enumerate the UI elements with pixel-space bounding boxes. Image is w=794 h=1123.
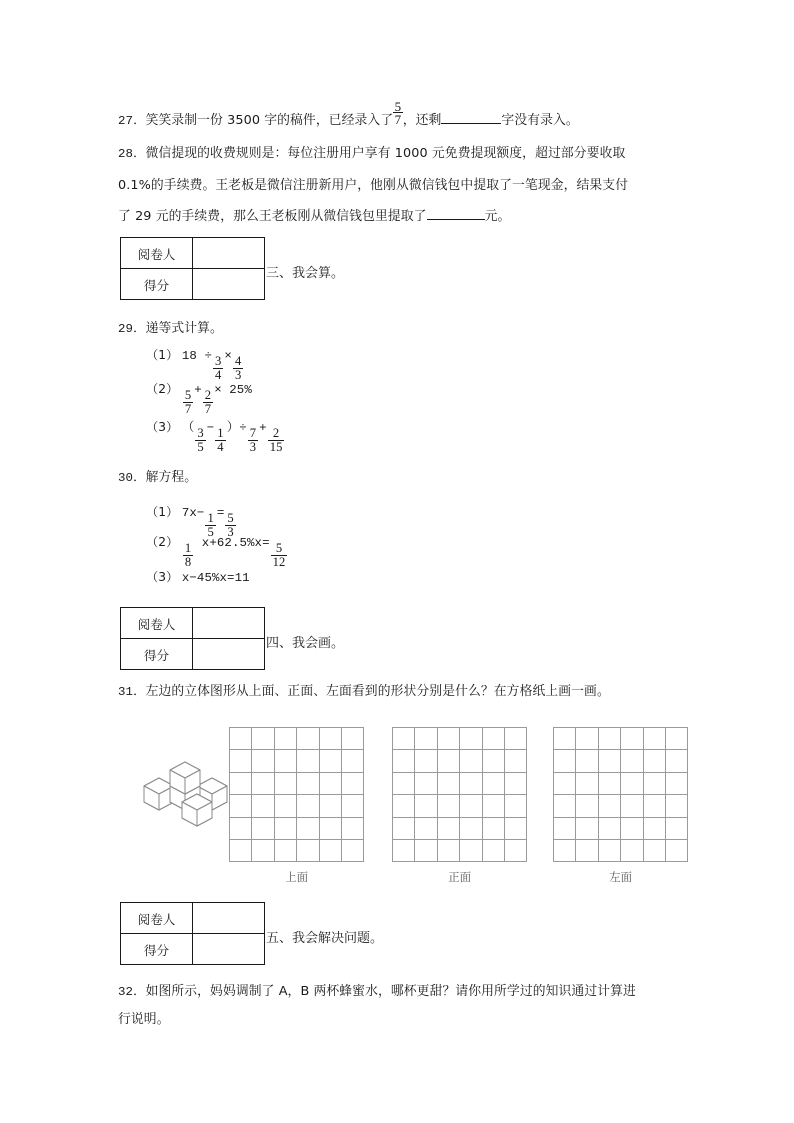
question-32-number: 32． — [118, 985, 146, 999]
grid-cell[interactable] — [230, 773, 252, 795]
grid-label-front: 正面 — [448, 870, 472, 885]
fraction: $\frac{1}{8}$ — [184, 540, 192, 570]
question-29-item-1 — [146, 348, 244, 383]
grid-cell[interactable] — [666, 750, 688, 772]
fraction-denominator: 7 — [394, 112, 402, 127]
grid-cell[interactable] — [644, 728, 666, 750]
table-row — [121, 934, 265, 965]
grid-cell[interactable] — [275, 773, 297, 795]
grid-cell[interactable] — [460, 795, 482, 817]
grid-cell[interactable] — [230, 728, 252, 750]
grid-cell[interactable] — [460, 773, 482, 795]
grid-cell[interactable] — [275, 818, 297, 840]
grid-cell[interactable] — [297, 750, 319, 772]
grid-cell[interactable] — [576, 728, 598, 750]
grid-cell[interactable] — [252, 773, 274, 795]
grid-cell[interactable] — [621, 818, 643, 840]
grid-cell[interactable] — [320, 818, 342, 840]
score-value-5[interactable] — [193, 934, 265, 965]
grid-cell[interactable] — [438, 750, 460, 772]
fraction: $\frac{5}{7}$ — [184, 387, 192, 417]
grid-cell[interactable] — [460, 750, 482, 772]
grid-front[interactable] — [392, 727, 527, 862]
grid-cell[interactable] — [252, 818, 274, 840]
grid-cell[interactable] — [342, 728, 364, 750]
grid-cell[interactable] — [483, 795, 505, 817]
question-28-number: 28． — [118, 147, 146, 161]
grid-cell[interactable] — [252, 750, 274, 772]
grid-cell[interactable] — [230, 840, 252, 862]
reviewer-value-5[interactable] — [193, 903, 265, 934]
grid-cell[interactable] — [599, 773, 621, 795]
question-29-number: 29． — [118, 322, 146, 336]
equation-30-1: 7x− $\frac{1}{5}$ = $\frac{5}{3}$ — [181, 506, 234, 540]
grid-cell[interactable] — [576, 840, 598, 862]
grid-cell[interactable] — [438, 773, 460, 795]
grid-cell[interactable] — [644, 750, 666, 772]
grid-cell[interactable] — [483, 728, 505, 750]
grid-cell[interactable] — [275, 795, 297, 817]
grid-cell[interactable] — [320, 773, 342, 795]
grid-cell[interactable] — [621, 728, 643, 750]
grid-cell[interactable] — [483, 750, 505, 772]
grid-cell[interactable] — [415, 728, 437, 750]
grid-cell[interactable] — [342, 773, 364, 795]
grid-cell[interactable] — [275, 840, 297, 862]
item-label: （1） — [146, 348, 179, 362]
item-label: （3） — [146, 420, 179, 434]
grid-cell[interactable] — [644, 818, 666, 840]
grid-cell[interactable] — [230, 750, 252, 772]
fraction: $\frac{2}{7}$ — [204, 387, 212, 417]
grid-cell[interactable] — [666, 728, 688, 750]
expression-29-3: （ $\frac{3}{5}$ − $\frac{1}{4}$ ）÷ $\frac{7}{3}$ + $\frac{2}{15}$ — [181, 421, 283, 455]
score-value-3[interactable] — [193, 269, 265, 300]
question-28-line-2: 0.1%的手续费。王老板是微信注册新用户，他刚从微信钱包中提取了一笔现金，结果支付 — [118, 178, 629, 193]
grid-cell[interactable] — [393, 750, 415, 772]
grid-cell[interactable] — [275, 728, 297, 750]
fraction: $\frac{1}{4}$ — [217, 425, 224, 455]
grid-cell[interactable] — [599, 840, 621, 862]
grid-cell[interactable] — [275, 750, 297, 772]
question-29-item-3 — [146, 420, 285, 455]
grid-cell[interactable] — [576, 773, 598, 795]
question-30-number: 30． — [118, 471, 146, 485]
reviewer-label-3: 阅卷人 — [121, 238, 193, 269]
grid-cell[interactable] — [320, 728, 342, 750]
grid-cell[interactable] — [320, 840, 342, 862]
grid-cell[interactable] — [230, 818, 252, 840]
grid-cell[interactable] — [320, 750, 342, 772]
grid-cell[interactable] — [460, 728, 482, 750]
fraction: $\frac{5}{3}$ — [227, 510, 234, 540]
question-31-number: 31． — [118, 685, 146, 699]
grid-cell[interactable] — [599, 728, 621, 750]
grid-cell[interactable] — [230, 795, 252, 817]
table-row — [121, 269, 265, 300]
grid-cell[interactable] — [505, 840, 527, 862]
grid-cell[interactable] — [342, 818, 364, 840]
grid-cell[interactable] — [438, 795, 460, 817]
grid-cell[interactable] — [415, 840, 437, 862]
fraction: $\frac{5}{12}$ — [272, 540, 286, 570]
grid-cell[interactable] — [554, 818, 576, 840]
grid-cell[interactable] — [438, 818, 460, 840]
grid-cell[interactable] — [297, 795, 319, 817]
grid-label-top: 上面 — [285, 870, 309, 885]
item-label: （1） — [146, 505, 179, 519]
grid-cell[interactable] — [342, 795, 364, 817]
grid-cell[interactable] — [666, 818, 688, 840]
grid-cell[interactable] — [483, 773, 505, 795]
grid-cell[interactable] — [460, 840, 482, 862]
question-27-text-mid: ，还剩 — [402, 113, 442, 128]
grid-cell[interactable] — [505, 750, 527, 772]
answer-blank-27[interactable] — [441, 112, 501, 124]
grid-cell[interactable] — [666, 795, 688, 817]
grid-cell[interactable] — [297, 840, 319, 862]
grid-cell[interactable] — [393, 728, 415, 750]
grid-cell[interactable] — [599, 818, 621, 840]
grid-cell[interactable] — [554, 728, 576, 750]
grid-paper-front-view — [392, 727, 527, 885]
reviewer-value-3[interactable] — [193, 238, 265, 269]
grid-cell[interactable] — [252, 728, 274, 750]
score-table-section-5 — [120, 902, 265, 965]
cube-solid-svg — [140, 745, 240, 835]
grid-cell[interactable] — [342, 840, 364, 862]
question-30-item-2 — [146, 535, 288, 570]
score-table-section-3 — [120, 237, 265, 300]
question-27 — [118, 99, 579, 128]
grid-cell[interactable] — [621, 795, 643, 817]
fraction: $\frac{1}{5}$ — [207, 510, 214, 540]
question-28-text-line3a: 了 29 元的手续费，那么王老板刚从微信钱包里提取了 — [118, 208, 427, 224]
grid-cell[interactable] — [393, 818, 415, 840]
equation-30-3: x−45%x=11 — [181, 571, 250, 585]
grid-cell[interactable] — [621, 750, 643, 772]
grid-cell[interactable] — [666, 773, 688, 795]
reviewer-label-5: 阅卷人 — [121, 903, 193, 934]
grid-cell[interactable] — [554, 795, 576, 817]
grid-cell[interactable] — [342, 750, 364, 772]
grid-cell[interactable] — [297, 818, 319, 840]
grid-cell[interactable] — [252, 795, 274, 817]
table-row — [121, 238, 265, 269]
grid-cell[interactable] — [599, 750, 621, 772]
question-32-line-2: 行说明。 — [118, 1012, 170, 1027]
table-row — [121, 639, 265, 670]
grid-cell[interactable] — [438, 728, 460, 750]
grid-left[interactable] — [553, 727, 688, 862]
cube-solid-figure — [140, 745, 240, 835]
fraction-numerator: 5 — [394, 99, 402, 115]
question-29-prompt — [118, 321, 223, 336]
question-27-text-after: 字没有录入。 — [501, 113, 579, 128]
grid-cell[interactable] — [297, 773, 319, 795]
grid-cell[interactable] — [415, 773, 437, 795]
reviewer-value-4[interactable] — [193, 608, 265, 639]
answer-blank-28[interactable] — [427, 208, 485, 220]
score-label-4: 得分 — [121, 639, 193, 670]
fraction-5-over-7 — [393, 99, 403, 127]
grid-cell[interactable] — [415, 795, 437, 817]
grid-top[interactable] — [229, 727, 364, 862]
question-30-prompt-text: 解方程。 — [145, 470, 198, 485]
grid-cell[interactable] — [576, 818, 598, 840]
question-28-line-1 — [118, 146, 625, 161]
grid-cell[interactable] — [505, 818, 527, 840]
fraction: $\frac{2}{15}$ — [269, 425, 283, 455]
section-title-5: 五、我会解决问题。 — [266, 931, 384, 946]
grid-paper-left-view — [553, 727, 688, 885]
grid-cell[interactable] — [252, 840, 274, 862]
grid-cell[interactable] — [644, 840, 666, 862]
grid-paper-top-view — [229, 727, 364, 885]
score-value-4[interactable] — [193, 639, 265, 670]
score-label-5: 得分 — [121, 934, 193, 965]
grid-cell[interactable] — [554, 840, 576, 862]
grid-cell[interactable] — [576, 795, 598, 817]
question-28-text-line1: 微信提现的收费规则是：每位注册用户享有 1000 元免费提现额度，超过部分要收取 — [145, 146, 626, 161]
fraction: $\frac{3}{5}$ — [197, 425, 204, 455]
question-29-prompt-text: 递等式计算。 — [145, 321, 223, 336]
section-title-3: 三、我会算。 — [266, 266, 345, 281]
grid-cell[interactable] — [621, 840, 643, 862]
grid-cell[interactable] — [666, 840, 688, 862]
grid-cell[interactable] — [505, 728, 527, 750]
question-27-text-before: 笑笑录制一份 3500 字的稿件，已经录入了 — [145, 113, 394, 128]
grid-cell[interactable] — [297, 728, 319, 750]
expression-29-2: $\frac{5}{7}$ + $\frac{2}{7}$ × 25% — [184, 383, 252, 417]
question-32-text-line1: 如图所示，妈妈调制了 A，B 两杯蜂蜜水，哪杯更甜？请你用所学过的知识通过计算进 — [145, 984, 636, 999]
grid-cell[interactable] — [320, 795, 342, 817]
item-label: （2） — [146, 535, 179, 549]
table-row — [121, 903, 265, 934]
grid-cell[interactable] — [644, 773, 666, 795]
grid-cell[interactable] — [505, 795, 527, 817]
fraction: $\frac{7}{3}$ — [249, 425, 257, 455]
question-28-text-line3b: 元。 — [484, 208, 511, 224]
grid-cell[interactable] — [599, 795, 621, 817]
grid-cell[interactable] — [415, 750, 437, 772]
grid-cell[interactable] — [483, 818, 505, 840]
fraction: $\frac{4}{3}$ — [234, 353, 242, 383]
fraction: $\frac{3}{4}$ — [215, 353, 222, 383]
reviewer-label-4: 阅卷人 — [121, 608, 193, 639]
grid-cell[interactable] — [393, 840, 415, 862]
grid-cell[interactable] — [393, 795, 415, 817]
question-32-line-1 — [118, 984, 636, 999]
grid-cell[interactable] — [505, 773, 527, 795]
question-30-item-3 — [146, 570, 250, 584]
table-row — [121, 608, 265, 639]
grid-cell[interactable] — [393, 773, 415, 795]
question-31-prompt-text: 左边的立体图形从上面、正面、左面看到的形状分别是什么？在方格纸上画一画。 — [145, 684, 610, 699]
grid-cell[interactable] — [438, 840, 460, 862]
grid-label-left: 左面 — [609, 870, 633, 885]
grid-cell[interactable] — [576, 750, 598, 772]
section-title-4: 四、我会画。 — [266, 636, 345, 651]
grid-cell[interactable] — [644, 795, 666, 817]
question-28-line-3 — [118, 208, 510, 224]
score-label-3: 得分 — [121, 269, 193, 300]
grid-cell[interactable] — [483, 840, 505, 862]
score-table-section-4 — [120, 607, 265, 670]
grid-cell[interactable] — [621, 773, 643, 795]
question-30-prompt — [118, 470, 197, 485]
item-label: （3） — [146, 570, 179, 584]
grid-cell[interactable] — [554, 750, 576, 772]
grid-cell[interactable] — [554, 773, 576, 795]
grid-cell[interactable] — [460, 818, 482, 840]
question-31-prompt — [118, 684, 610, 699]
item-label: （2） — [146, 382, 179, 396]
expression-29-1: 18 ÷ $\frac{3}{4}$ × $\frac{4}{3}$ — [181, 349, 242, 383]
question-27-number: 27． — [118, 114, 146, 128]
grid-cell[interactable] — [415, 818, 437, 840]
question-29-item-2 — [146, 382, 252, 417]
equation-30-2: $\frac{1}{8}$ x+62.5%x= $\frac{5}{12}$ — [184, 536, 286, 570]
